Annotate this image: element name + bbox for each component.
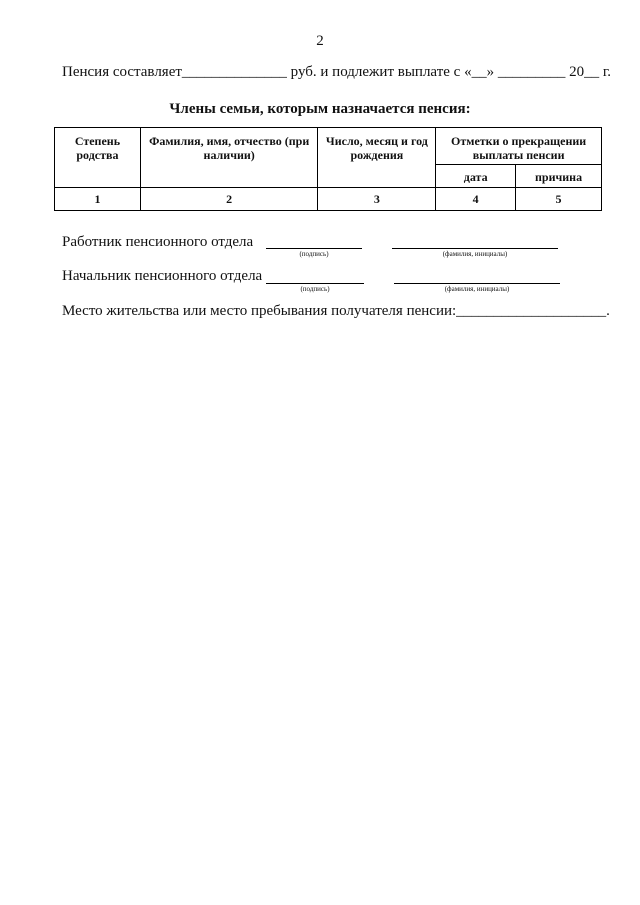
worker-signature-line — [266, 248, 362, 249]
pension-amount-blank: ______________ — [181, 64, 287, 80]
column-number: 1 — [55, 188, 141, 211]
pension-year-blank: __ — [584, 64, 600, 80]
head-signature-label: Начальник пенсионного отдела — [62, 268, 263, 284]
pension-text: руб. и подлежит выплате с « — [286, 64, 472, 80]
table-header-row — [55, 128, 602, 165]
residence-label: Место жительства или место пребывания получателя пенсии: — [62, 303, 457, 319]
pension-text: » — [486, 64, 498, 80]
worker-name-caption: (фамилия, инициалы) — [442, 250, 508, 258]
head-signature-line — [266, 283, 364, 284]
pension-text: 20 — [565, 64, 585, 80]
header-reason: причина — [516, 165, 602, 188]
page-number: 2 — [316, 33, 324, 49]
column-number: 2 — [140, 188, 318, 211]
column-number: 4 — [436, 188, 516, 211]
head-name-caption: (фамилия, инициалы) — [444, 285, 510, 293]
family-members-table — [54, 127, 602, 211]
table-column-numbers-row — [55, 188, 602, 211]
column-number: 5 — [516, 188, 602, 211]
pension-month-blank: _________ — [497, 64, 566, 80]
column-number: 3 — [318, 188, 436, 211]
worker-signature-label: Работник пенсионного отдела — [62, 234, 254, 250]
header-termination-marks: Отметки о прекращении выплаты пенсии — [436, 128, 602, 165]
head-name-line — [394, 283, 560, 284]
pension-day-blank: __ — [471, 64, 487, 80]
pension-amount-line — [62, 64, 610, 81]
header-degree: Степень родства — [55, 128, 141, 188]
residence-end: . — [606, 303, 610, 319]
residence-blank: ____________________ — [456, 303, 607, 319]
table-title: Члены семьи, которым назначается пенсия: — [169, 101, 471, 117]
pension-text: г. — [599, 64, 612, 80]
header-birth-date: Число, месяц и год рождения — [318, 128, 436, 188]
header-full-name: Фамилия, имя, отчество (при наличии) — [140, 128, 318, 188]
worker-signature-caption: (подпись) — [299, 250, 329, 258]
residence-line — [62, 303, 622, 320]
pension-text: Пенсия составляет — [62, 64, 182, 80]
header-date: дата — [436, 165, 516, 188]
worker-name-line — [392, 248, 558, 249]
head-signature-caption: (подпись) — [300, 285, 330, 293]
